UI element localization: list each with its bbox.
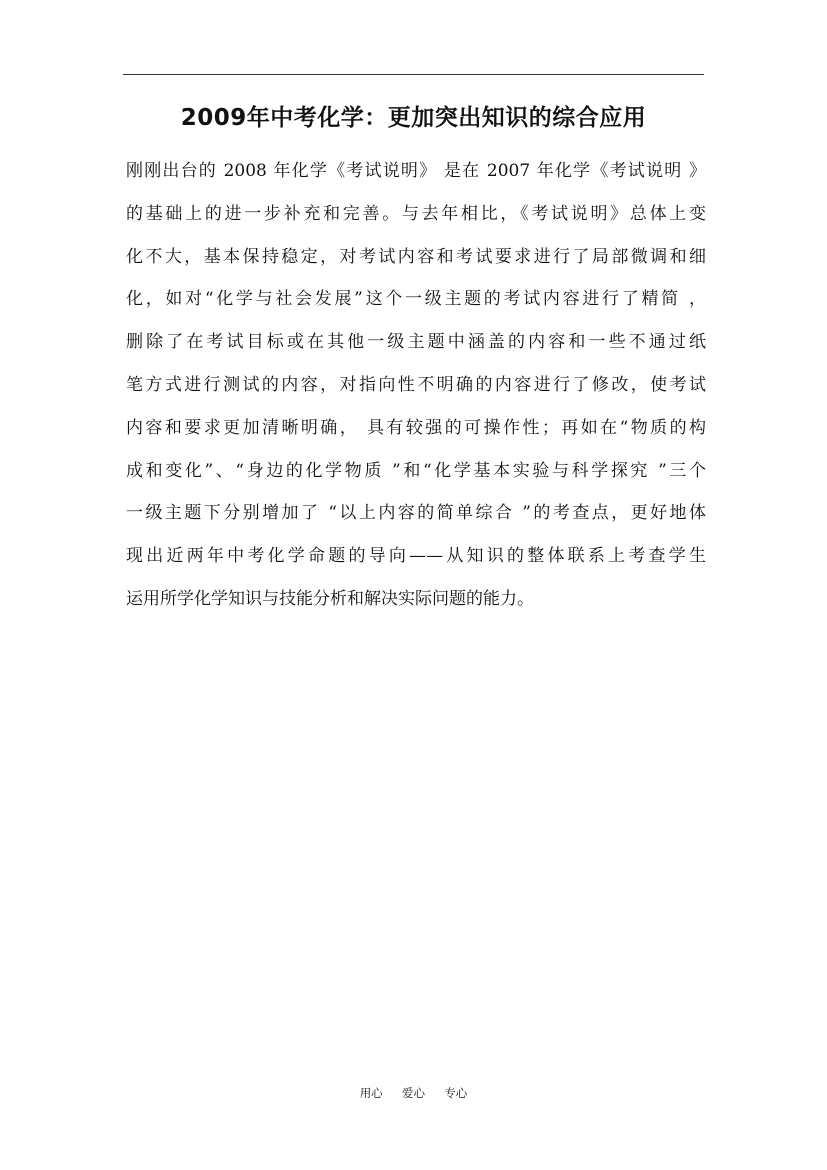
paragraph-line: 笔方式进行测试的内容，对指向性不明确的内容进行了修改，使考试 xyxy=(126,374,706,395)
paragraph-line: 删除了在考试目标或在其他一级主题中涵盖的内容和一些不通过纸 xyxy=(126,332,706,353)
paragraph-line: 刚刚出台的 2008 年化学《考试说明》 是在 2007 年化学《考试说明 》 xyxy=(126,161,706,181)
paragraph-line: 化不大，基本保持稳定，对考试内容和考试要求进行了局部微调和细 xyxy=(126,246,706,267)
paragraph-line: 的基础上的进一步补充和完善。与去年相比，《考试说明》总体上变 xyxy=(126,203,706,224)
document-title: 2009年中考化学：更加突出知识的综合应用 xyxy=(180,105,647,131)
paragraph-line: 化，如对“化学与社会发展”这个一级主题的考试内容进行了精简 ， xyxy=(126,289,706,310)
paragraph-line: 成和变化”、“身边的化学物质 ”和“化学基本实验与科学探究 ”三个 xyxy=(126,460,706,481)
paragraph-line: 运用所学化学知识与技能分析和解决实际问题的能力。 xyxy=(126,588,534,609)
header-rule xyxy=(123,74,704,75)
paragraph-line: 一级主题下分别增加了 “以上内容的简单综合 ”的考查点，更好地体 xyxy=(126,503,706,524)
document-paragraph xyxy=(126,150,706,621)
paragraph-line: 内容和要求更加清晰明确， 具有较强的可操作性；再如在“物质的构 xyxy=(126,417,706,438)
paragraph-line: 现出近两年中考化学命题的导向——从知识的整体联系上考查学生 xyxy=(126,546,706,567)
page-footer: 用心 爱心 专心 xyxy=(359,1086,468,1100)
